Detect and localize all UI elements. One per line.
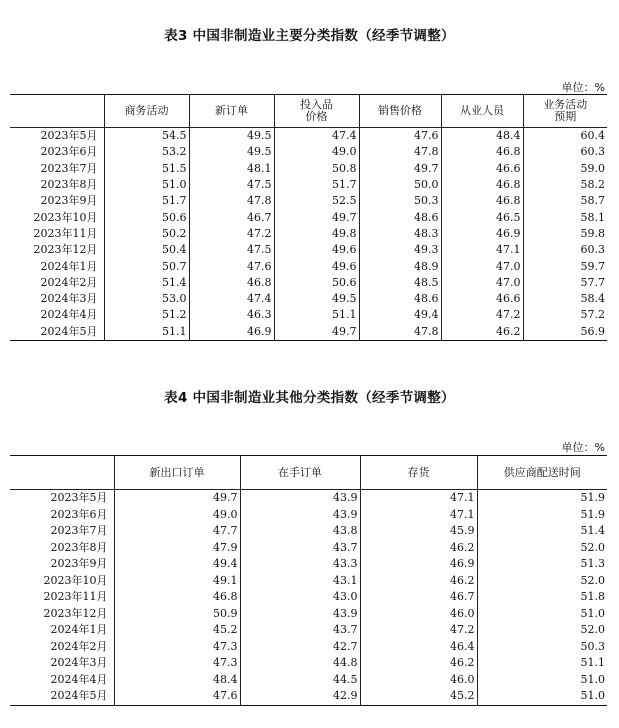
cell-value: 47.6: [189, 258, 274, 274]
cell-value: 47.6: [359, 128, 441, 145]
cell-value: 49.7: [359, 161, 441, 177]
cell-value: 50.0: [359, 177, 441, 193]
cell-value: 59.0: [523, 161, 607, 177]
row-label: 2023年12月: [33, 243, 98, 257]
row-label: 2023年10月: [33, 210, 98, 224]
row-label: 2024年2月: [40, 275, 98, 289]
cell-value: 60.4: [523, 128, 607, 145]
table-row: [10, 193, 607, 209]
cell-value: 47.2: [441, 307, 523, 323]
cell-value: 52.5: [274, 193, 359, 209]
row-label: 2024年5月: [10, 324, 104, 341]
cell-value: 46.7: [360, 589, 477, 606]
cell-value: 53.0: [104, 291, 189, 307]
table4-title: 表4 中国非制造业其他分类指数（经季节调整）: [164, 390, 455, 406]
table-row: [10, 556, 607, 573]
table-row: [10, 242, 607, 258]
table-row: [10, 226, 607, 242]
cell-value: 45.2: [360, 688, 477, 705]
cell-value: 51.9: [477, 490, 607, 507]
cell-value: 51.1: [477, 655, 607, 672]
cell-value: 46.9: [360, 556, 477, 573]
table-row: [10, 128, 607, 145]
cell-value: 50.8: [274, 161, 359, 177]
cell-value: 49.5: [189, 144, 274, 160]
table-row: [10, 606, 607, 623]
cell-value: 47.8: [359, 144, 441, 160]
table4-header-3: 存货: [360, 456, 477, 490]
table3-header-6: 业务活动 预期: [523, 95, 607, 128]
cell-value: 49.6: [274, 258, 359, 274]
table3-unit: 单位：%: [561, 81, 605, 94]
table-row: [10, 209, 607, 225]
table-row: [10, 622, 607, 639]
cell-value: 49.7: [114, 490, 240, 507]
cell-value: 51.2: [104, 307, 189, 323]
table-row: [10, 573, 607, 590]
cell-value: 47.1: [360, 507, 477, 524]
cell-value: 46.8: [441, 177, 523, 193]
table3-header-4: 销售价格: [359, 95, 441, 128]
cell-value: 49.3: [359, 242, 441, 258]
row-label: 2023年12月: [43, 606, 108, 620]
cell-value: 48.9: [359, 258, 441, 274]
row-label: 2023年8月: [50, 540, 108, 554]
table-row: [10, 275, 607, 291]
cell-value: 48.4: [441, 128, 523, 145]
cell-value: 49.6: [274, 242, 359, 258]
cell-value: 45.9: [360, 523, 477, 540]
table-row: [10, 540, 607, 557]
cell-value: 60.3: [523, 144, 607, 160]
row-label: 2024年3月: [40, 292, 98, 306]
cell-value: 42.9: [240, 688, 360, 705]
cell-value: 44.8: [240, 655, 360, 672]
table-row: [10, 655, 607, 672]
table-row: [10, 177, 607, 193]
cell-value: 51.0: [477, 606, 607, 623]
cell-value: 56.9: [523, 324, 607, 341]
cell-value: 46.3: [189, 307, 274, 323]
cell-value: 47.3: [114, 655, 240, 672]
cell-value: 52.0: [477, 573, 607, 590]
table3-body: [10, 128, 607, 341]
table-row: [10, 324, 607, 341]
cell-value: 60.3: [523, 242, 607, 258]
table3-header-row: [10, 95, 607, 128]
cell-value: 50.6: [104, 209, 189, 225]
table-row: [10, 161, 607, 177]
row-label: 2024年1月: [40, 259, 98, 273]
table4-body: [10, 490, 607, 706]
cell-value: 48.4: [114, 672, 240, 689]
cell-value: 47.5: [189, 177, 274, 193]
cell-value: 51.0: [477, 688, 607, 705]
table4-header-0: [10, 456, 114, 490]
cell-value: 47.9: [114, 540, 240, 557]
cell-value: 50.4: [104, 242, 189, 258]
cell-value: 49.7: [274, 324, 359, 341]
row-label: 2023年9月: [50, 557, 108, 571]
cell-value: 46.8: [189, 275, 274, 291]
cell-value: 49.4: [114, 556, 240, 573]
cell-value: 50.6: [274, 275, 359, 291]
cell-value: 48.1: [189, 161, 274, 177]
cell-value: 44.5: [240, 672, 360, 689]
cell-value: 46.2: [360, 655, 477, 672]
cell-value: 43.9: [240, 490, 360, 507]
cell-value: 50.7: [104, 258, 189, 274]
cell-value: 46.9: [441, 226, 523, 242]
cell-value: 43.7: [240, 540, 360, 557]
table3-header-5: 从业人员: [441, 95, 523, 128]
cell-value: 46.5: [441, 209, 523, 225]
cell-value: 47.4: [189, 291, 274, 307]
cell-value: 46.0: [360, 606, 477, 623]
cell-value: 49.1: [114, 573, 240, 590]
cell-value: 46.6: [441, 291, 523, 307]
cell-value: 59.7: [523, 258, 607, 274]
row-label: 2024年1月: [50, 623, 108, 637]
cell-value: 49.5: [274, 291, 359, 307]
table-row: [10, 258, 607, 274]
cell-value: 49.4: [359, 307, 441, 323]
row-label: 2023年11月: [43, 590, 108, 604]
cell-value: 50.3: [359, 193, 441, 209]
cell-value: 51.7: [274, 177, 359, 193]
cell-value: 48.5: [359, 275, 441, 291]
cell-value: 50.9: [114, 606, 240, 623]
cell-value: 49.7: [274, 209, 359, 225]
row-label: 2023年7月: [40, 161, 98, 175]
table3-title: 表3 中国非制造业主要分类指数（经季节调整）: [164, 28, 455, 44]
table4-header-4: 供应商配送时间: [477, 456, 607, 490]
cell-value: 58.7: [523, 193, 607, 209]
table4-unit: 单位：%: [561, 441, 605, 454]
cell-value: 57.7: [523, 275, 607, 291]
cell-value: 49.8: [274, 226, 359, 242]
table-row: [10, 291, 607, 307]
cell-value: 46.8: [114, 589, 240, 606]
cell-value: 51.8: [477, 589, 607, 606]
cell-value: 47.0: [441, 275, 523, 291]
row-label: 2024年4月: [40, 308, 98, 322]
cell-value: 46.9: [189, 324, 274, 341]
cell-value: 58.2: [523, 177, 607, 193]
cell-value: 51.1: [274, 307, 359, 323]
cell-value: 51.7: [104, 193, 189, 209]
cell-value: 51.4: [104, 275, 189, 291]
cell-value: 48.3: [359, 226, 441, 242]
cell-value: 47.4: [274, 128, 359, 145]
table-row: [10, 672, 607, 689]
cell-value: 43.0: [240, 589, 360, 606]
cell-value: 51.1: [104, 324, 189, 341]
row-label: 2023年5月: [40, 129, 98, 143]
cell-value: 42.7: [240, 639, 360, 656]
cell-value: 47.3: [114, 639, 240, 656]
row-label: 2023年7月: [50, 524, 108, 538]
row-label: 2023年8月: [40, 178, 98, 192]
cell-value: 52.0: [477, 622, 607, 639]
row-label: 2024年3月: [50, 656, 108, 670]
cell-value: 47.0: [441, 258, 523, 274]
cell-value: 49.0: [114, 507, 240, 524]
table-row: [10, 507, 607, 524]
cell-value: 47.1: [441, 242, 523, 258]
cell-value: 47.8: [189, 193, 274, 209]
cell-value: 43.1: [240, 573, 360, 590]
table4-header-2: 在手订单: [240, 456, 360, 490]
cell-value: 51.0: [477, 672, 607, 689]
cell-value: 48.6: [359, 291, 441, 307]
cell-value: 46.2: [441, 324, 523, 341]
cell-value: 51.3: [477, 556, 607, 573]
cell-value: 50.2: [104, 226, 189, 242]
cell-value: 46.8: [441, 193, 523, 209]
cell-value: 47.8: [359, 324, 441, 341]
cell-value: 51.5: [104, 161, 189, 177]
table3: [10, 94, 607, 341]
row-label: 2024年4月: [50, 672, 108, 686]
cell-value: 49.5: [189, 128, 274, 145]
cell-value: 43.8: [240, 523, 360, 540]
row-label: 2023年11月: [33, 226, 98, 240]
cell-value: 53.2: [104, 144, 189, 160]
table4-header-1: 新出口订单: [114, 456, 240, 490]
row-label: 2023年6月: [50, 507, 108, 521]
row-label: 2024年5月: [10, 688, 114, 705]
table3-header-2: 新订单: [189, 95, 274, 128]
cell-value: 43.9: [240, 507, 360, 524]
row-label: 2023年9月: [40, 194, 98, 208]
cell-value: 45.2: [114, 622, 240, 639]
cell-value: 43.3: [240, 556, 360, 573]
cell-value: 47.2: [189, 226, 274, 242]
row-label: 2024年2月: [50, 639, 108, 653]
table3-header-0: [10, 95, 104, 128]
cell-value: 43.9: [240, 606, 360, 623]
table4: [10, 455, 607, 706]
table3-header-1: 商务活动: [104, 95, 189, 128]
row-label: 2023年6月: [40, 145, 98, 159]
cell-value: 46.6: [441, 161, 523, 177]
cell-value: 47.5: [189, 242, 274, 258]
cell-value: 46.2: [360, 573, 477, 590]
cell-value: 43.7: [240, 622, 360, 639]
cell-value: 49.0: [274, 144, 359, 160]
cell-value: 47.6: [114, 688, 240, 705]
cell-value: 46.2: [360, 540, 477, 557]
cell-value: 50.3: [477, 639, 607, 656]
table4-header-row: [10, 456, 607, 490]
cell-value: 51.0: [104, 177, 189, 193]
cell-value: 46.8: [441, 144, 523, 160]
table-row: [10, 639, 607, 656]
cell-value: 57.2: [523, 307, 607, 323]
table3-header-3: 投入品 价格: [274, 95, 359, 128]
cell-value: 47.1: [360, 490, 477, 507]
cell-value: 52.0: [477, 540, 607, 557]
cell-value: 54.5: [104, 128, 189, 145]
cell-value: 58.1: [523, 209, 607, 225]
cell-value: 46.0: [360, 672, 477, 689]
table-row: [10, 307, 607, 323]
row-label: 2023年5月: [50, 491, 108, 505]
cell-value: 47.7: [114, 523, 240, 540]
table-row: [10, 144, 607, 160]
table-row: [10, 523, 607, 540]
cell-value: 59.8: [523, 226, 607, 242]
cell-value: 51.9: [477, 507, 607, 524]
table-row: [10, 490, 607, 507]
cell-value: 47.2: [360, 622, 477, 639]
cell-value: 48.6: [359, 209, 441, 225]
cell-value: 46.7: [189, 209, 274, 225]
row-label: 2023年10月: [43, 573, 108, 587]
cell-value: 46.4: [360, 639, 477, 656]
cell-value: 58.4: [523, 291, 607, 307]
table-row: [10, 589, 607, 606]
cell-value: 51.4: [477, 523, 607, 540]
table-row: [10, 688, 607, 705]
